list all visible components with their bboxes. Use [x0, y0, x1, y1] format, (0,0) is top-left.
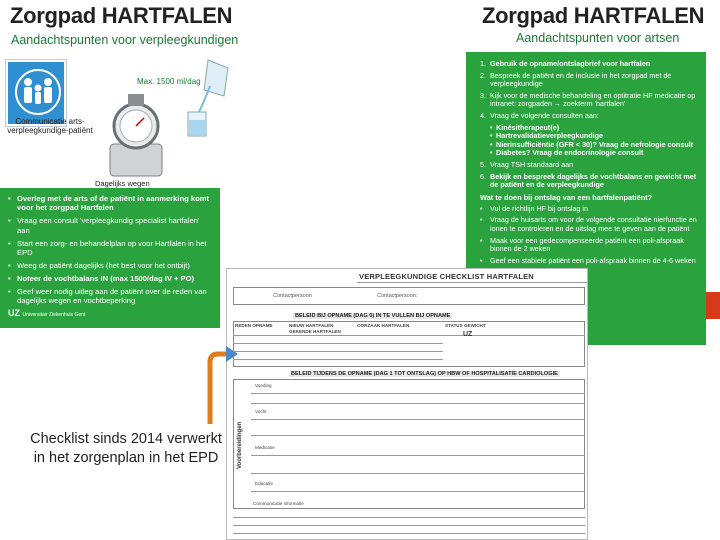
table-rule [233, 525, 585, 526]
communication-caption: Communicatie arts-verpleegkundige-patiënt [7, 117, 93, 135]
consult-item: • Nierinsufficiëntie (GFR < 30)? Vraag de nefrologie consult [480, 141, 698, 150]
section-admission: BELEID BIJ OPNAME (DAG 0) IN TE VULLEN BIJ OPNAME [295, 313, 451, 319]
uz-logo: UZ [463, 331, 473, 338]
red-edge-strip [706, 292, 720, 319]
nurse-card [0, 0, 239, 328]
table-rule [251, 491, 585, 492]
nurse-item: • Start een zorg- en behandelplan op voor Hartfalen in het EPD [8, 239, 214, 258]
side-label: Voorbereidingen [237, 421, 243, 469]
row-label: Educatie [255, 481, 273, 486]
water-jug-image [168, 56, 234, 138]
discharge-heading: Wat te doen bij ontslag van een hartfalenpatiënt? [480, 192, 653, 202]
step-number: 1. [480, 59, 486, 68]
consult-item: • Hartrevalidatieverpleegkundige [480, 132, 698, 141]
uz-logo-sub: Universitair Ziekenhuis Gent [22, 312, 86, 318]
step-number: 2. [480, 70, 486, 80]
arrow-icon [200, 340, 240, 424]
table-rule [233, 351, 443, 352]
discharge-item: • Maak voor een gedecompenseerde patiënt een poli-afspraak binnen de 2 weken [480, 237, 698, 254]
consult-item: • Diabetes? Vraag de endocrinologie consult [480, 149, 698, 158]
nurse-item: • Noteer de vochtbalans IN (max 1500/dag IV + PO) [8, 274, 214, 283]
table-rule [251, 473, 585, 474]
discharge-item: • Vraag de huisarts om voor de volgende consultatie nierfunctie en ionen te controleren en de uitslag mee te geven aan de patiënt [480, 216, 698, 233]
table-rule [233, 335, 585, 336]
table-rule [251, 455, 585, 456]
contact-label-2: Contactpersoon: [377, 293, 418, 299]
caption-text: Checklist sinds 2014 verwerkt in het zorgenplan in het EPD [30, 431, 222, 466]
max-fluid-label: Max. 1500 ml/dag [137, 77, 201, 86]
communication-label: Communicatie informatie [253, 501, 304, 506]
discharge-item: • Vul de richtlijn HF bij ontslag in [480, 205, 698, 214]
nurse-item: • Weeg de patiënt dagelijks (het best voor het ontbijt) [8, 261, 214, 270]
step-number: 3. [480, 90, 486, 100]
col-header: GEKENDE HARTFALEN [289, 329, 341, 334]
table-rule [233, 517, 585, 518]
stay-table [233, 379, 585, 509]
weigh-daily-label: Dagelijks wegen [95, 179, 150, 188]
col-header: NIEUW HARTFALEN [289, 323, 334, 328]
doctor-step [480, 92, 698, 109]
table-rule [233, 343, 443, 344]
col-header: REDEN OPNAME [235, 323, 273, 328]
uz-logo-text: UZ [8, 308, 20, 318]
title-rule [357, 282, 587, 283]
row-label: Medicatie [255, 445, 275, 450]
row-label: Voeding [255, 383, 272, 388]
doctor-step [480, 161, 698, 170]
step-text: Bekijk en bespreek dagelijks de vochtbalans en gewicht met de patiënt en de verpleegkundige [490, 171, 697, 190]
doctor-card-subtitle: Aandachtspunten voor artsen [516, 31, 680, 45]
table-rule [233, 359, 443, 360]
nurse-item: • Geef weer nodig uitleg aan de patiënt over de reden van dagelijks wegen en vochtbeperking [8, 287, 214, 306]
nurse-item: • Vraag een consult 'verpleegkundig specialist hartfalen' aan [8, 216, 214, 235]
scale-image [104, 74, 168, 180]
step-number: 5. [480, 159, 486, 169]
nurse-checklist-panel [0, 188, 220, 328]
nurse-card-subtitle: Aandachtspunten voor verpleegkundigen [11, 33, 239, 47]
step-text: Vraag de volgende consulten aan: [490, 110, 599, 120]
doctor-card-title: Zorgpad HARTFALEN [482, 3, 705, 28]
checklist-title: VERPLEEGKUNDIGE CHECKLIST HARTFALEN [359, 272, 534, 281]
col-header: OORZAAK HARTFALEN [357, 323, 410, 328]
section-stay: BELEID TIJDENS DE OPNAME (DAG 1 TOT ONTSLAG) OP HBW OF HOSPITALISATIE CARDIOLOGIE [291, 371, 558, 377]
nurse-card-title: Zorgpad HARTFALEN [10, 3, 233, 28]
contact-label: Contactpersoon [273, 293, 312, 299]
discharge-item: • Geef een stabiele patiënt een poli-afspraak binnen de 4-6 weken [480, 257, 698, 266]
step-text: Kijk voor de medische behandeling en optitratie HF medicatie op intranet: zorgpaden → zoekterm 'hartfalen' [490, 90, 696, 109]
step-text: Gebruik de opname/ontslagbrief voor hartfalen [490, 59, 651, 68]
table-rule [251, 393, 585, 394]
doctor-step [480, 173, 698, 190]
row-label: Vocht [255, 409, 267, 414]
table-rule [251, 435, 585, 436]
step-text: Bespreek de patiënt en de inclusie in het zorgpad met de verpleegkundige [490, 70, 672, 89]
uz-logo [8, 308, 85, 318]
doctor-step [480, 60, 698, 69]
step-number: 4. [480, 110, 486, 120]
col-header: STATUS GEWICHT [445, 323, 486, 328]
doctor-step [480, 112, 698, 121]
step-number: 6. [480, 171, 486, 181]
checklist-document [226, 268, 588, 540]
table-rule [233, 533, 585, 534]
step-text: Vraag TSH standaard aan [490, 159, 574, 169]
nurse-item: • Overleg met de arts of de patiënt in aanmerking komt voor het zorgpad Hartfalen [8, 194, 214, 213]
table-rule [251, 419, 585, 420]
table-rule [251, 403, 585, 404]
doctor-step [480, 72, 698, 89]
consult-item: • Kinésitherapeut(e) [480, 124, 698, 133]
